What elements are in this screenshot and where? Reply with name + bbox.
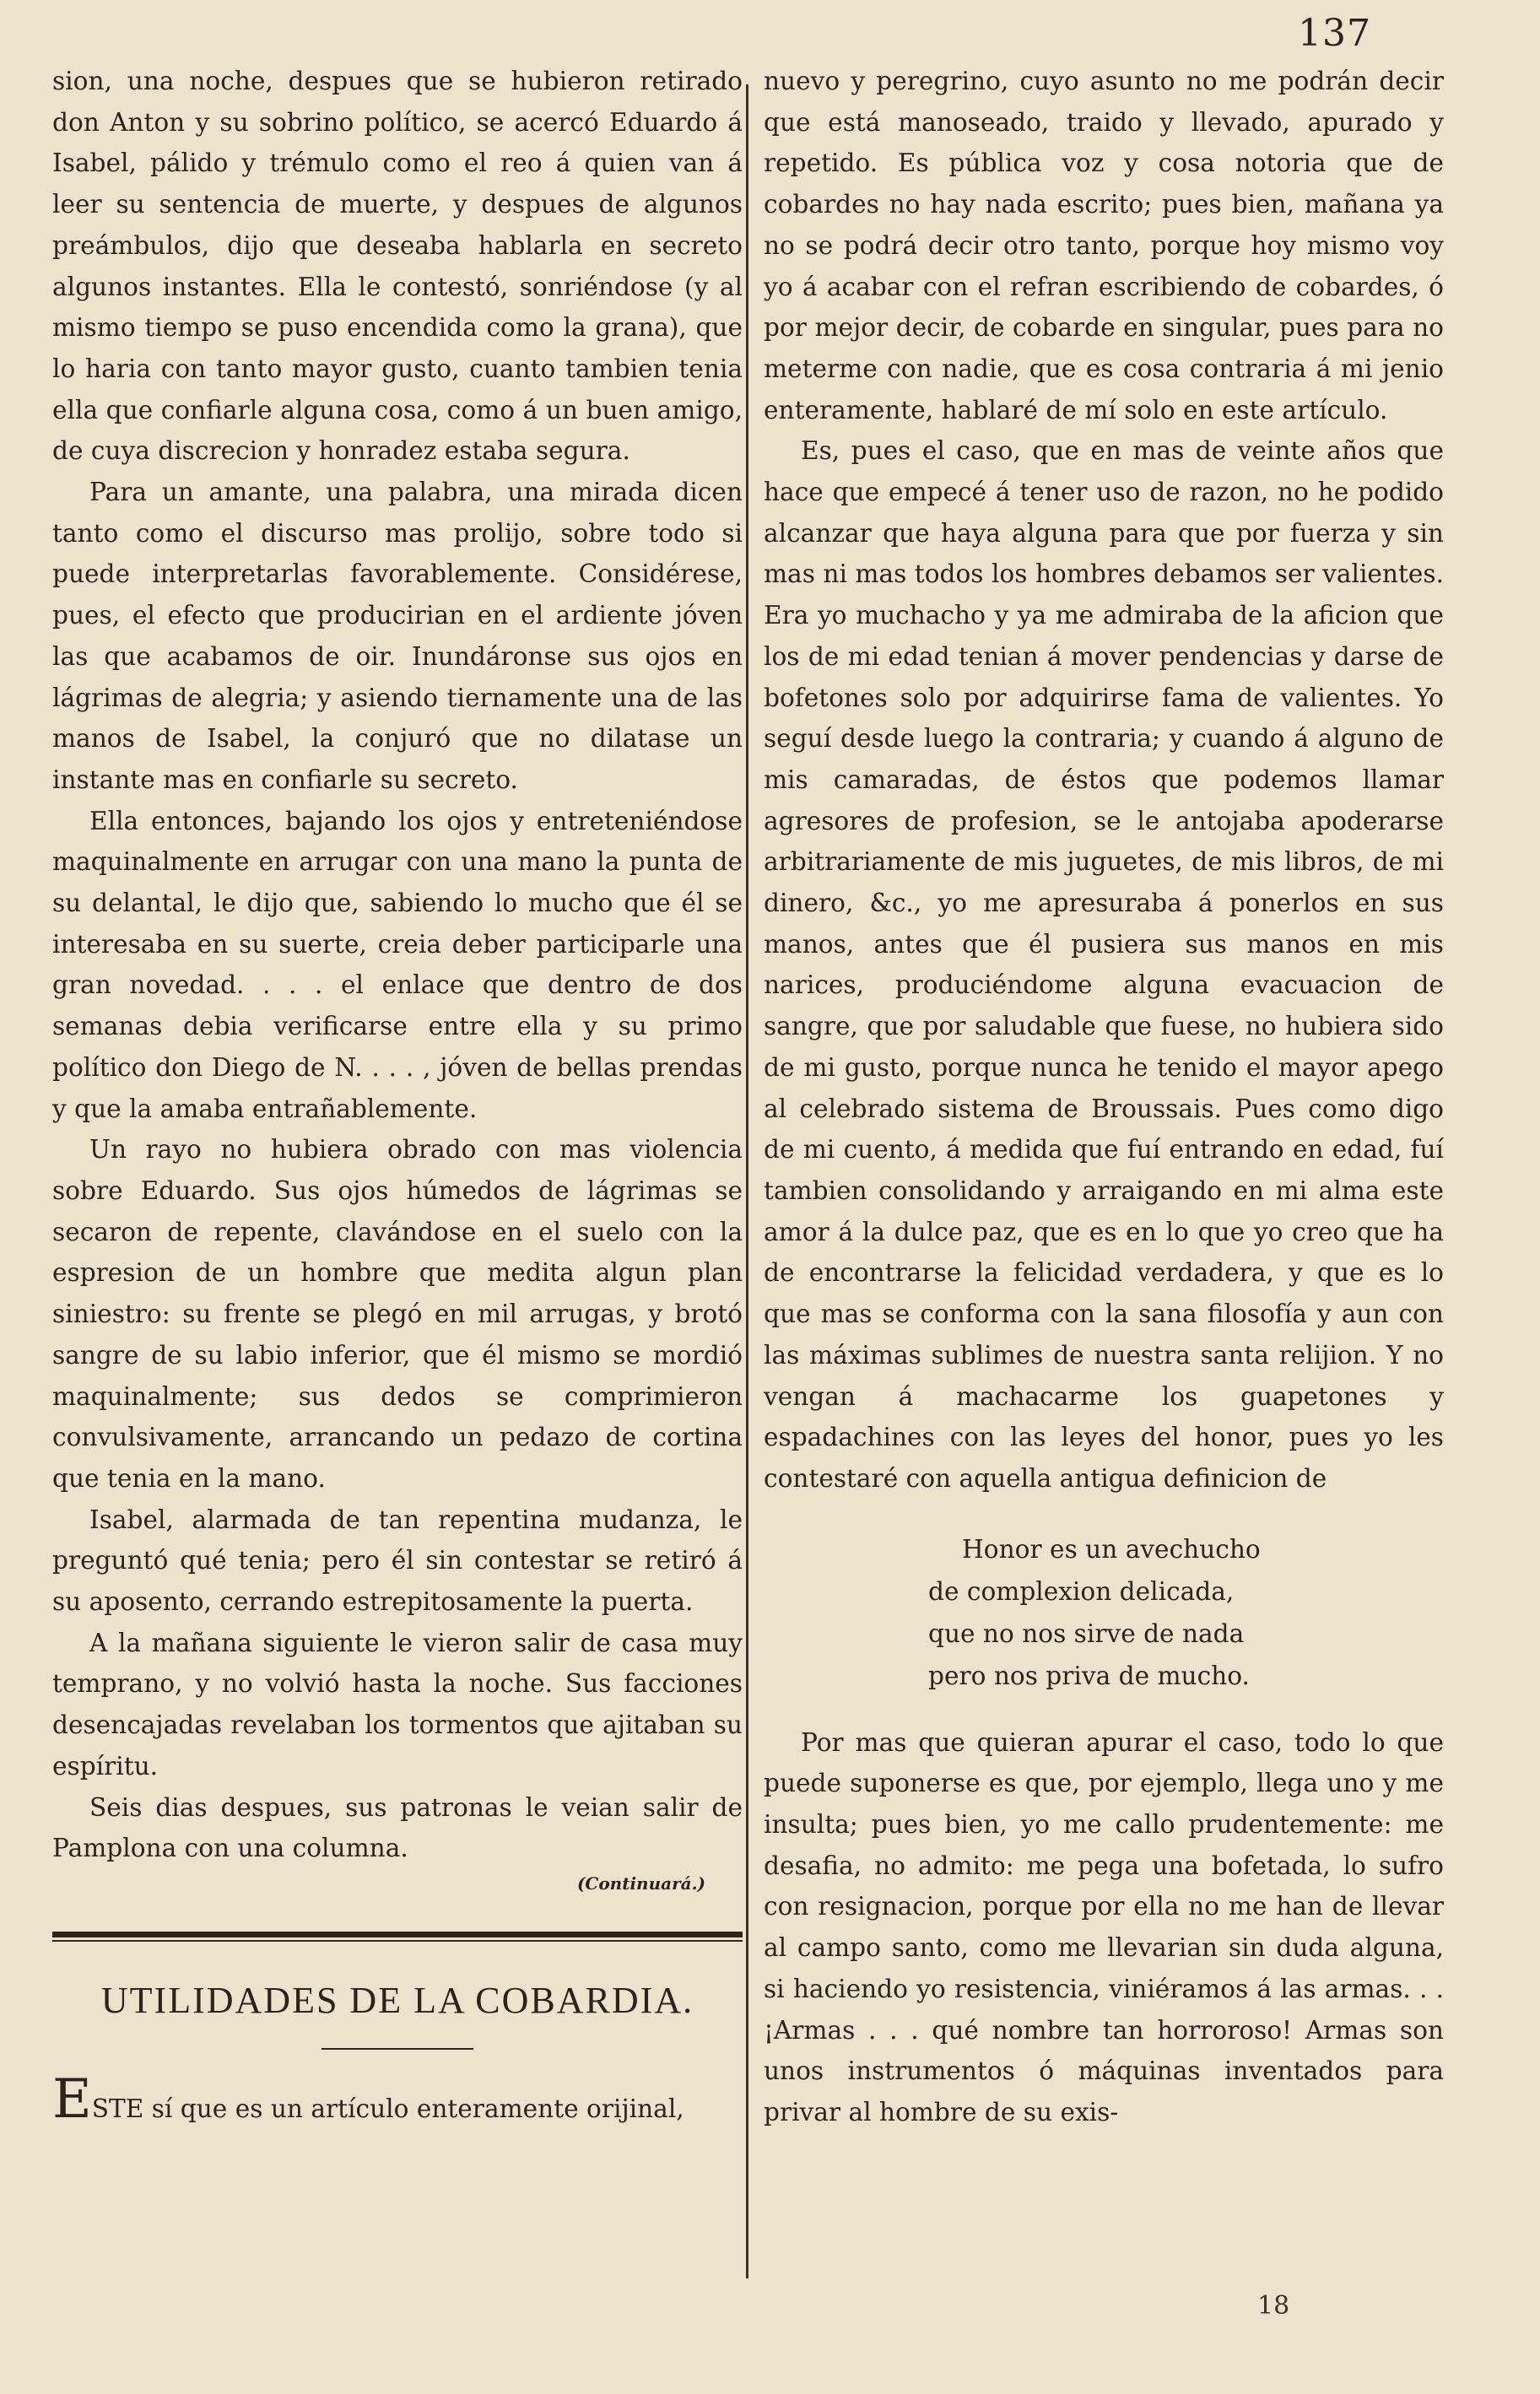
right-column — [764, 61, 1444, 2133]
paragraph: Es, pues el caso, que en mas de veinte años que hace que empecé á tener uso de razon, no he podido alcanzar que haya alguna para que por fuerza y sin mas ni mas todos los hombres debamos ser valientes. Era yo muchacho y ya me admiraba de la aficion que los de mi edad tenian á mover pendencias y darse de bofetones solo por adquirirse fama de valientes. Yo seguí desde luego la contraria; y cuando á alguno de mis camaradas, de éstos que podemos llamar agresores de profesion, se le antojaba apoderarse arbitrariamente de mis juguetes, de mis libros, de mi dinero, &c., yo me apresuraba á ponerlos en sus manos, antes que él pusiera sus manos en mis narices, produciéndome alguna evacuacion de sangre, que por saludable que fuese, no hubiera sido de mi gusto, porque nunca he tenido el mayor apego al celebrado sistema de Broussais. Pues como digo de mi cuento, á medida que fuí entrando en edad, fuí tambien consolidando y arraigando en mi alma este amor á la dulce paz, que es en lo que yo creo que ha de encontrarse la felicidad verdadera, y que es lo que mas se conforma con la sana filosofía y aun con las máximas sublimes de nuestra santa relijion. Y no vengan á machacarme los guapetones y espadachines con las leyes del honor, pues yo les contestaré con aquella antigua definicion de — [764, 436, 1444, 1493]
section-divider-thick — [52, 1932, 743, 1937]
title-rule — [322, 2048, 473, 2050]
section-divider-thin — [52, 1940, 743, 1942]
verse — [928, 1528, 1444, 1697]
paragraph: Ella entonces, bajando los ojos y entreteniéndose maquinalmente en arrugar con una mano la punta de su delantal, le dijo que, sabiendo lo mucho que él se interesaba en su suerte, creia deber participarle una gran novedad. . . . el enlace que dentro de dos semanas debia verificarse entre ella y su primo político don Diego de N. . . . , jóven de bellas prendas y que la amaba entrañablemente. — [52, 806, 743, 1123]
paragraph: Seis dias despues, sus patronas le veian salir de Pamplona con una columna. — [52, 1792, 743, 1863]
page-number: 137 — [1298, 12, 1371, 55]
signature-mark: 18 — [1257, 2291, 1290, 2321]
paragraph: Por mas que quieran apurar el caso, todo lo que puede suponerse es que, por ejemplo, llega uno y me insulta; pues bien, yo me callo prudentemente: me desafia, no admito: me pega una bofetada, lo sufro con resignacion, porque por ella no me han de llevar al campo santo, como me llevarian sin duda alguna, si haciendo yo resistencia, viniéramos á las armas. . . ¡Armas . . . qué nombre tan horroroso! Armas son unos instrumentos ó máquinas inventados para privar al hombre de su exis- — [764, 1727, 1444, 2126]
article-title: UTILIDADES DE LA COBARDIA. — [100, 1979, 694, 2021]
article-opening — [52, 2067, 743, 2131]
paragraph: Isabel, alarmada de tan repentina mudanza, le preguntó qué tenia; pero él sin contestar se retiró á su aposento, cerrando estrepitosamente la puerta. — [52, 1505, 743, 1617]
verse-line: Honor es un avechucho — [962, 1534, 1261, 1564]
column-divider — [746, 84, 748, 2278]
dropcap: E — [52, 2067, 92, 2131]
paragraph: nuevo y peregrino, cuyo asunto no me podrán decir que está manoseado, traido y llevado, apurado y repetido. Es pública voz y cosa notoria que de cobardes no hay nada escrito; pues bien, mañana ya no se podrá decir otro tanto, porque hoy mismo voy yo á acabar con el refran escribiendo de cobardes, ó por mejor decir, de cobarde en singular, pues para no meterme con nadie, que es cosa contraria á mi jenio enteramente, hablaré de mí solo en este artículo. — [764, 67, 1444, 424]
left-column — [52, 61, 743, 2130]
continued-note: (Continuará.) — [576, 1873, 705, 1894]
paragraph: Para un amante, una palabra, una mirada dicen tanto como el discurso mas prolijo, sobre todo si puede interpretarlas favorablemente. Considérese, pues, el efecto que producirian en el ardiente jóven las que acabamos de oir. Inundáronse sus ojos en lágrimas de alegria; y asiendo tiernamente una de las manos de Isabel, la conjuró que no dilatase un instante mas en confiarle su secreto. — [52, 478, 743, 794]
paragraph: Un rayo no hubiera obrado con mas violencia sobre Eduardo. Sus ojos húmedos de lágrimas se secaron de repente, clavándose en el suelo con la espresion de un hombre que medita algun plan siniestro: su frente se plegó en mil arrugas, y brotó sangre de su labio inferior, que él mismo se mordió maquinalmente; sus dedos se comprimieron convulsivamente, arrancando un pedazo de cortina que tenia en la mano. — [52, 1135, 743, 1493]
paragraph: A la mañana siguiente le vieron salir de casa muy temprano, y no volvió hasta la noche. Sus facciones desencajadas revelaban los tormentos que ajitaban su espíritu. — [52, 1628, 743, 1781]
opening-line: STE sí que es un artículo enteramente orijinal, — [91, 2094, 684, 2123]
paragraph: sion, una noche, despues que se hubieron retirado don Anton y su sobrino político, se acercó Eduardo á Isabel, pálido y trémulo como el reo á quien van á leer su sentencia de muerte, y despues de algunos preámbulos, dijo que deseaba hablarla en secreto algunos instantes. Ella le contestó, sonriéndose (y al mismo tiempo se puso encendida como la grana), que lo haria con tanto mayor gusto, cuanto tambien tenia ella que confiarle alguna cosa, como á un buen amigo, de cuya discrecion y honradez estaba segura. — [52, 67, 743, 466]
verse-line: pero nos priva de mucho. — [928, 1661, 1250, 1690]
verse-line: que no nos sirve de nada — [928, 1619, 1245, 1648]
verse-line: de complexion delicada, — [928, 1576, 1235, 1606]
